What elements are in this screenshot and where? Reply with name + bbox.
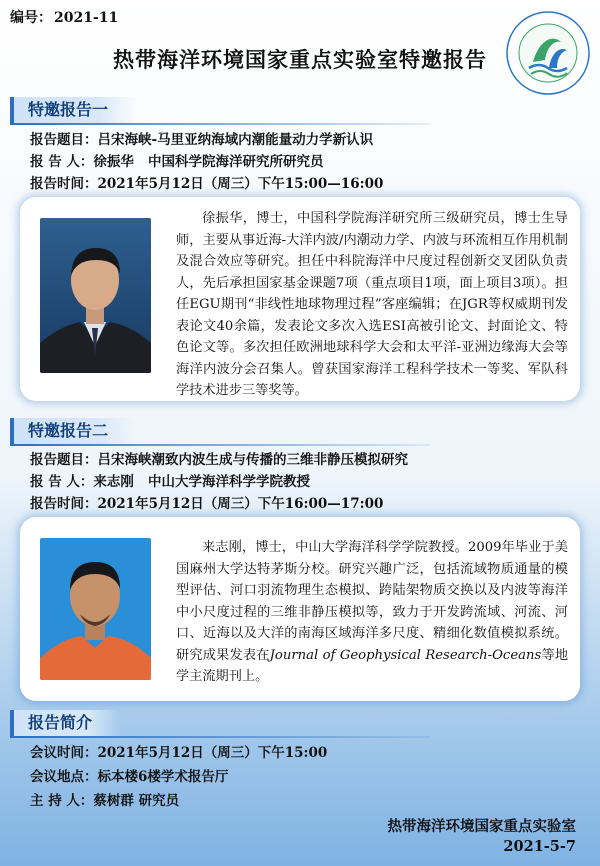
section-tab-report2: 特邀报告二 bbox=[10, 418, 136, 444]
report2-topic-row bbox=[30, 449, 408, 471]
host: 蔡树群 研究员 bbox=[93, 793, 180, 809]
report2-time-row bbox=[30, 493, 383, 515]
report1-speaker: 徐振华 中国科学院海洋研究所研究员 bbox=[93, 154, 324, 170]
portrait-icon bbox=[40, 538, 151, 680]
speaker2-photo bbox=[40, 538, 151, 680]
report1-bio: 徐振华，博士，中国科学院海洋研究所三级研究员，博士生导师，主要从事近海-大洋内波/内潮动力学、内波与环流相互作用机制及混合效应等研究。担任中科院海洋中尺度过程创新交叉团队负责人，先后承担国家基金课题7项（重点项目1项，面上项目3项）。担任EGU期刊“非线性地球物理过程”客座编辑；在JGR等权威期刊发表论文40余篇，发表论文多次入选ESI高被引论文、封面论文、特色论文等。多次担任欧洲地球科学大会和太平洋-亚洲边缘海大会等海洋内波分会召集人。曾获国家海洋工程科学技术一等奖、军队科学技术进步三等奖等。 bbox=[176, 211, 568, 398]
report1-time: 2021年5月12日（周三）下午15:00—16:00 bbox=[97, 176, 384, 192]
report2-time: 2021年5月12日（周三）下午16:00—17:00 bbox=[97, 496, 384, 512]
report2-bio bbox=[176, 537, 568, 688]
portrait-icon bbox=[40, 218, 151, 373]
speaker-label: 报 告 人： bbox=[30, 474, 94, 490]
report1-speaker-row bbox=[30, 151, 324, 173]
location: 标本楼6楼学术报告厅 bbox=[97, 769, 229, 785]
report2-speaker-row bbox=[30, 471, 310, 493]
time-label: 报告时间： bbox=[30, 496, 98, 512]
meeting-time: 2021年5月12日（周三）下午15:00 bbox=[97, 745, 328, 761]
host-label: 主 持 人： bbox=[30, 793, 94, 809]
location-row bbox=[30, 766, 228, 788]
serial-number bbox=[10, 7, 120, 27]
topic-label: 报告题目： bbox=[30, 452, 98, 468]
report2-speaker: 来志刚 中山大学海洋科学学院教授 bbox=[93, 474, 311, 490]
speaker-label: 报 告 人： bbox=[30, 154, 94, 170]
footer-org: 热带海洋环境国家重点实验室 bbox=[387, 818, 576, 835]
page-title: 热带海洋环境国家重点实验室特邀报告 bbox=[113, 47, 487, 72]
meeting-time-row bbox=[30, 742, 327, 764]
time-label: 报告时间： bbox=[30, 176, 98, 192]
section-divider bbox=[10, 736, 430, 738]
lab-logo-icon bbox=[505, 10, 591, 96]
serial-label: 编号： bbox=[10, 10, 52, 26]
serial-value: 2021-11 bbox=[54, 10, 119, 26]
report2-bio-text-end: 等地学主流期刊上。 bbox=[176, 647, 569, 684]
meeting-time-label: 会议时间： bbox=[30, 745, 98, 761]
topic-label: 报告题目： bbox=[30, 132, 98, 148]
speaker1-photo bbox=[40, 218, 151, 373]
section-tab-report1: 特邀报告一 bbox=[10, 97, 136, 123]
journal-name: Journal of Geophysical Research-Oceans bbox=[269, 647, 542, 663]
report2-bio-text: 来志刚，博士，中山大学海洋科学学院教授。2009年毕业于美国麻州大学达特茅斯分校。研究兴趣广泛，包括流域物质通量的模型评估、河口羽流物理生态模拟、跨陆架物质交换以及内波等海洋中小尺度过程的三维非静压模拟等，致力于开发跨流域、河流、河口、近海以及大洋的南海区域海洋多尺度、精细化数值模拟系统。研究成果发表在 bbox=[176, 540, 568, 663]
report1-topic: 吕宋海峡-马里亚纳海域内潮能量动力学新认识 bbox=[97, 132, 374, 148]
footer-date: 2021-5-7 bbox=[503, 838, 576, 855]
section-tab-summary: 报告简介 bbox=[10, 710, 120, 736]
report1-topic-row bbox=[30, 129, 373, 151]
location-label: 会议地点： bbox=[30, 769, 98, 785]
report2-topic: 吕宋海峡潮致内波生成与传播的三维非静压模拟研究 bbox=[97, 452, 408, 468]
section-divider bbox=[10, 123, 430, 125]
host-row bbox=[30, 790, 179, 812]
report1-time-row bbox=[30, 173, 383, 195]
section-divider bbox=[10, 444, 430, 446]
